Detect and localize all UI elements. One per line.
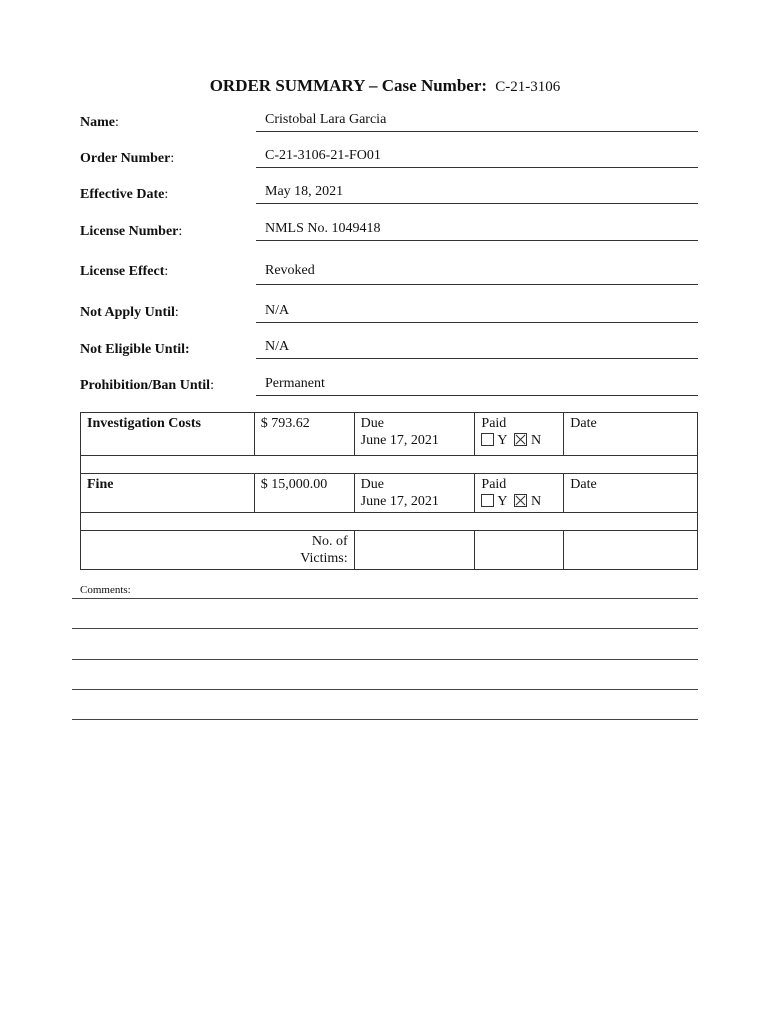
costs-table	[80, 412, 698, 570]
due-date: June 17, 2021	[360, 433, 439, 448]
cost-label-fine: Fine	[81, 474, 255, 513]
victims-count-cell	[354, 531, 475, 570]
field-value-prohibition-ban-until: Permanent	[256, 377, 698, 396]
due-label: Due	[360, 477, 384, 492]
spacer-cell	[81, 513, 698, 531]
paid-no-label: N	[530, 494, 542, 509]
field-value-not-eligible-until: N/A	[256, 340, 698, 359]
field-label-name: Name:	[80, 115, 119, 130]
page-title	[0, 76, 770, 96]
field-label-effective-date: Effective Date:	[80, 187, 169, 202]
cost-label-investigation: Investigation Costs	[81, 413, 255, 456]
cost-paid-investigation	[475, 413, 564, 456]
spacer-cell	[81, 456, 698, 474]
comment-line[interactable]	[72, 719, 698, 720]
due-label: Due	[360, 416, 384, 431]
paid-yes-checkbox[interactable]	[481, 494, 494, 507]
field-value-effective-date: May 18, 2021	[256, 185, 698, 204]
table-row	[81, 474, 698, 513]
paid-no-checkbox[interactable]	[514, 433, 527, 446]
case-number: C-21-3106	[495, 79, 561, 95]
table-row	[81, 456, 698, 474]
paid-label: Paid	[481, 416, 507, 431]
field-value-license-number: NMLS No. 1049418	[256, 222, 698, 241]
cost-date-fine: Date	[564, 474, 698, 513]
cost-amount-fine: $ 15,000.00	[254, 474, 354, 513]
victims-label: No. of Victims:	[81, 531, 355, 570]
paid-yes-checkbox[interactable]	[481, 433, 494, 446]
table-row	[81, 513, 698, 531]
field-value-not-apply-until: N/A	[256, 304, 698, 323]
comments-label: Comments:	[80, 584, 131, 596]
field-label-license-number: License Number:	[80, 224, 183, 239]
comment-line[interactable]	[72, 598, 698, 599]
comment-line[interactable]	[72, 628, 698, 629]
field-value-order-number: C-21-3106-21-FO01	[256, 149, 698, 168]
due-date: June 17, 2021	[360, 494, 439, 509]
table-row	[81, 531, 698, 570]
cost-due-fine	[354, 474, 475, 513]
field-value-name: Cristobal Lara Garcia	[256, 113, 698, 132]
field-value-license-effect: Revoked	[256, 264, 698, 285]
paid-yes-label: Y	[497, 494, 507, 509]
field-label-not-eligible-until: Not Eligible Until:	[80, 342, 190, 357]
comment-line[interactable]	[72, 689, 698, 690]
cost-paid-fine	[475, 474, 564, 513]
cost-due-investigation	[354, 413, 475, 456]
paid-yes-label: Y	[497, 433, 507, 448]
comment-line[interactable]	[72, 659, 698, 660]
cost-date-investigation: Date	[564, 413, 698, 456]
victims-blank-cell	[475, 531, 564, 570]
table-row	[81, 413, 698, 456]
title-label: ORDER SUMMARY – Case Number:	[209, 76, 488, 95]
field-label-license-effect: License Effect:	[80, 264, 169, 279]
field-label-prohibition-ban-until: Prohibition/Ban Until:	[80, 378, 214, 393]
field-label-order-number: Order Number:	[80, 151, 175, 166]
victims-blank-cell-2	[564, 531, 698, 570]
paid-no-checkbox[interactable]	[514, 494, 527, 507]
paid-label: Paid	[481, 477, 507, 492]
paid-no-label: N	[530, 433, 542, 448]
cost-amount-investigation: $ 793.62	[254, 413, 354, 456]
field-label-not-apply-until: Not Apply Until:	[80, 305, 179, 320]
